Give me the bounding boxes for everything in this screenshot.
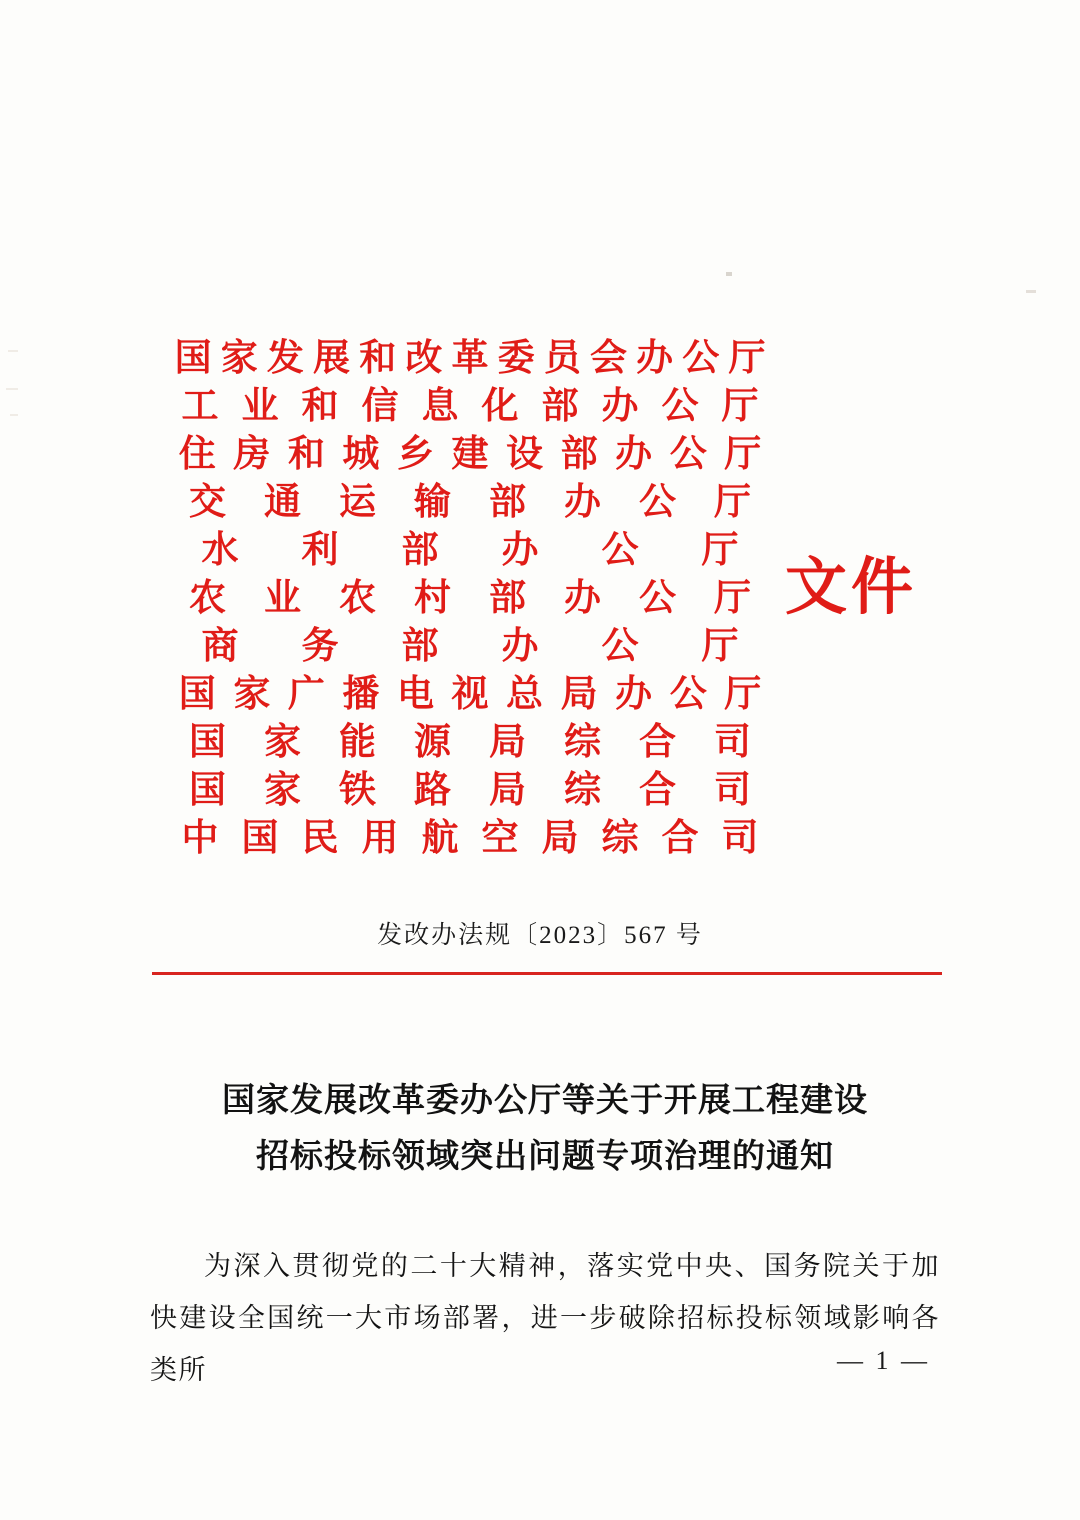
agency-char: 综: [601, 815, 639, 859]
page-title: [150, 1072, 940, 1184]
agency-line-9: [170, 714, 770, 762]
body-paragraph-1: 为深入贯彻党的二十大精神，落实党中央、国务院关于加快建设全国统一大市场部署，进一步破除招标投标领域影响各类所: [150, 1251, 940, 1385]
agency-line-4: [170, 474, 770, 522]
agency-char: 委: [497, 335, 535, 379]
agency-char: 厅: [724, 671, 762, 715]
title-line-1: 国家发展改革委办公厅等关于开展工程建设: [222, 1080, 868, 1119]
agency-char: 局: [560, 671, 598, 715]
agency-char: 村: [414, 575, 451, 619]
agency-char: 住: [178, 431, 216, 475]
agency-char: 播: [342, 671, 380, 715]
wenjian-label: 文件: [785, 550, 918, 623]
agency-char: 国: [178, 671, 216, 715]
agency-line-11: [170, 810, 770, 858]
agency-char: 水: [201, 527, 239, 571]
agency-char: 办: [636, 335, 674, 379]
agency-char: 革: [451, 335, 489, 379]
agency-char: 化: [481, 383, 519, 427]
agency-char: 办: [501, 527, 539, 571]
agency-char: 能: [339, 719, 376, 763]
agency-char: 和: [287, 431, 325, 475]
agency-char: 视: [451, 671, 489, 715]
agency-char: 利: [301, 527, 339, 571]
agency-line-3: [170, 426, 770, 474]
agency-char: 厅: [701, 527, 739, 571]
title-line-2: 招标投标领域突出问题专项治理的通知: [256, 1136, 834, 1175]
agency-char: 设: [506, 431, 544, 475]
agency-char: 国: [174, 335, 212, 379]
agency-char: 综: [564, 719, 601, 763]
agency-line-1: [170, 330, 770, 378]
agency-char: 乡: [396, 431, 434, 475]
agency-char: 铁: [339, 767, 376, 811]
agency-char: 部: [489, 575, 526, 619]
agency-char: 广: [287, 671, 325, 715]
agency-char: 总: [506, 671, 544, 715]
agency-char: 厅: [701, 623, 739, 667]
agency-char: 展: [313, 335, 351, 379]
scan-artifact: [1026, 290, 1036, 293]
agency-char: 息: [421, 383, 459, 427]
agency-char: 路: [414, 767, 451, 811]
agency-char: 公: [682, 335, 720, 379]
agency-line-5: [170, 522, 770, 570]
agency-char: 建: [451, 431, 489, 475]
agency-char: 司: [714, 719, 751, 763]
agency-char: 农: [339, 575, 376, 619]
agency-char: 厅: [728, 335, 766, 379]
agency-char: 业: [264, 575, 301, 619]
agency-char: 家: [264, 719, 301, 763]
document-number: 发改办法规〔2023〕567 号: [377, 922, 703, 949]
agency-char: 公: [601, 527, 639, 571]
agency-char: 运: [339, 479, 376, 523]
agency-char: 局: [489, 767, 526, 811]
agency-char: 厅: [714, 479, 751, 523]
agency-line-6: [170, 570, 770, 618]
agency-char: 发: [266, 335, 304, 379]
agency-char: 航: [421, 815, 459, 859]
agency-char: 家: [264, 767, 301, 811]
agency-line-7: [170, 618, 770, 666]
agency-char: 国: [241, 815, 279, 859]
scan-artifact: [726, 272, 732, 276]
agency-char: 员: [543, 335, 581, 379]
agency-line-10: [170, 762, 770, 810]
agency-char: 合: [639, 767, 676, 811]
agency-char: 房: [233, 431, 271, 475]
agency-line-2: [170, 378, 770, 426]
scan-artifact: [6, 388, 18, 390]
agency-char: 厅: [724, 431, 762, 475]
page-number: — 1 —: [837, 1346, 930, 1375]
agency-char: 业: [241, 383, 279, 427]
agency-char: 部: [541, 383, 579, 427]
agency-char: 公: [601, 623, 639, 667]
agency-char: 办: [615, 431, 653, 475]
agency-char: 部: [401, 527, 439, 571]
agency-char: 合: [639, 719, 676, 763]
agency-char: 务: [301, 623, 339, 667]
agency-char: 和: [301, 383, 339, 427]
agency-char: 部: [560, 431, 598, 475]
scan-artifact: [8, 350, 18, 352]
agency-char: 办: [615, 671, 653, 715]
agency-char: 公: [639, 479, 676, 523]
agency-char: 公: [669, 431, 707, 475]
agency-char: 公: [639, 575, 676, 619]
agency-char: 局: [541, 815, 579, 859]
agency-char: 部: [401, 623, 439, 667]
agency-char: 信: [361, 383, 399, 427]
letterhead-agency-block: [170, 330, 770, 858]
agency-char: 城: [342, 431, 380, 475]
agency-char: 家: [233, 671, 271, 715]
agency-char: 电: [396, 671, 434, 715]
agency-char: 公: [669, 671, 707, 715]
agency-char: 综: [564, 767, 601, 811]
scan-artifact: [10, 414, 18, 416]
agency-char: 办: [564, 479, 601, 523]
agency-char: 商: [201, 623, 239, 667]
agency-char: 局: [489, 719, 526, 763]
agency-char: 空: [481, 815, 519, 859]
agency-char: 改: [405, 335, 443, 379]
agency-char: 通: [264, 479, 301, 523]
agency-char: 家: [220, 335, 258, 379]
agency-char: 公: [661, 383, 699, 427]
agency-char: 和: [359, 335, 397, 379]
agency-char: 中: [181, 815, 219, 859]
agency-char: 国: [189, 767, 226, 811]
agency-char: 司: [714, 767, 751, 811]
agency-char: 办: [564, 575, 601, 619]
agency-char: 办: [501, 623, 539, 667]
agency-char: 输: [414, 479, 451, 523]
red-divider-rule: [152, 972, 942, 975]
agency-char: 会: [589, 335, 627, 379]
agency-char: 合: [661, 815, 699, 859]
agency-char: 厅: [721, 383, 759, 427]
agency-char: 国: [189, 719, 226, 763]
agency-char: 工: [181, 383, 219, 427]
agency-char: 农: [189, 575, 226, 619]
agency-char: 交: [189, 479, 226, 523]
agency-char: 民: [301, 815, 339, 859]
agency-char: 用: [361, 815, 399, 859]
agency-char: 司: [721, 815, 759, 859]
agency-char: 源: [414, 719, 451, 763]
agency-char: 厅: [714, 575, 751, 619]
agency-char: 部: [489, 479, 526, 523]
agency-char: 办: [601, 383, 639, 427]
agency-line-8: [170, 666, 770, 714]
